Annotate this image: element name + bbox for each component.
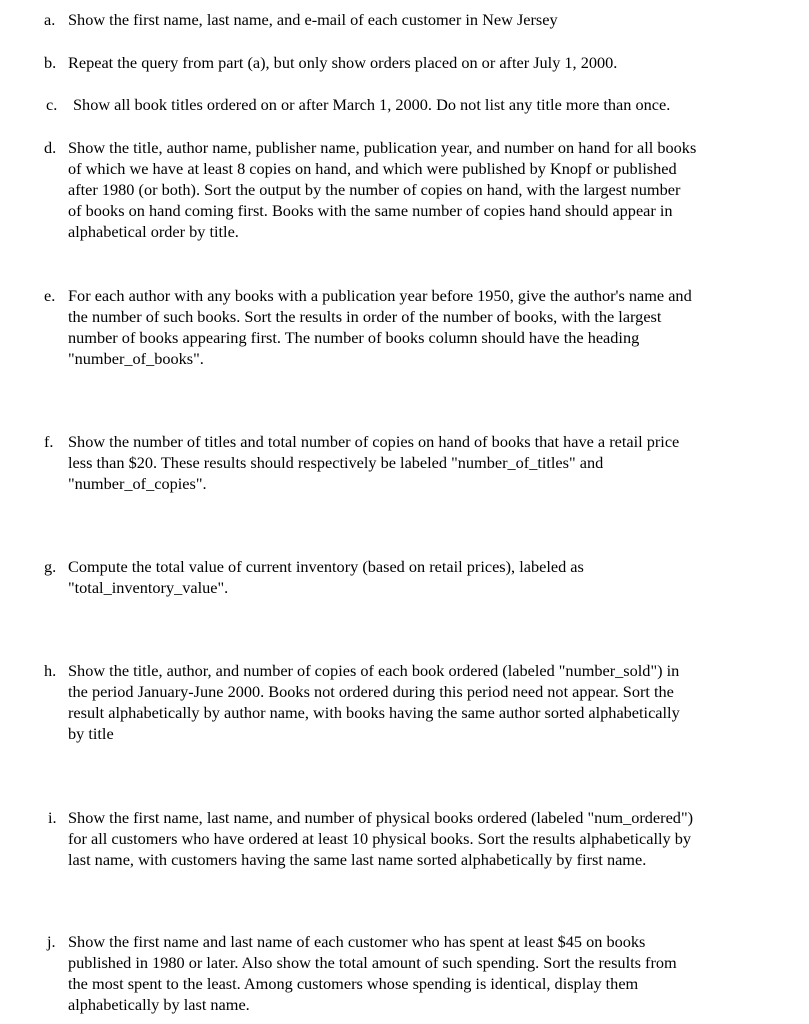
question-text: Repeat the query from part (a), but only show orders placed on or after July 1, 2000. <box>68 53 618 72</box>
question-text: Show the title, author name, publisher name, publication year, and number on hand for all books of which we have at least 8 copies on hand, and which were published by Knopf or published after 1980 (or both). Sort the output by the number of copies on hand, with the largest number of books on hand coming first. Books with the same number of copies hand should appear in alphabetical order by title. <box>68 138 697 241</box>
question-text: Compute the total value of current inventory (based on retail prices), labeled as "total_inventory_value". <box>68 557 584 597</box>
question-text: Show the first name, last name, and number of physical books ordered (labeled "num_ordered") for all customers who have ordered at least 10 physical books. Sort the results alphabetically by last name, with customers having the same last name sorted alphabetically by first name. <box>68 808 694 869</box>
question-marker: g. <box>44 557 57 576</box>
question-marker: f. <box>44 432 54 451</box>
question-marker: d. <box>44 138 57 157</box>
question-text: Show the title, author, and number of copies of each book ordered (labeled "number_sold") in the period January-June 2000. Books not ordered during this period need not appear. Sort the result alphabetically by author name, with books having the same author sorted alphabetically by title <box>68 661 680 743</box>
question-marker: a. <box>44 10 56 29</box>
question-text: Show all book titles ordered on or after March 1, 2000. Do not list any title more than once. <box>73 95 671 114</box>
question-text: Show the first name, last name, and e-mail of each customer in New Jersey <box>68 10 558 29</box>
question-text: Show the number of titles and total number of copies on hand of books that have a retail price less than $20. These results should respectively be labeled "number_of_titles" and "number_of_copies". <box>68 432 680 493</box>
question-marker: h. <box>44 661 57 680</box>
question-marker: j. <box>47 932 56 951</box>
question-marker: c. <box>46 95 58 114</box>
question-marker: i. <box>48 808 57 827</box>
question-marker: e. <box>44 286 56 305</box>
question-text: For each author with any books with a publication year before 1950, give the author's name and the number of such books. Sort the results in order of the number of books, with the largest number of books appearing first. The number of books column should have the heading "number_of_books". <box>68 286 692 368</box>
question-marker: b. <box>44 53 57 72</box>
question-text: Show the first name and last name of each customer who has spent at least $45 on books published in 1980 or later. Also show the total amount of such spending. Sort the results from the most spent to the least. Among customers whose spending is identical, display them alphabetically by last name. <box>68 932 677 1014</box>
